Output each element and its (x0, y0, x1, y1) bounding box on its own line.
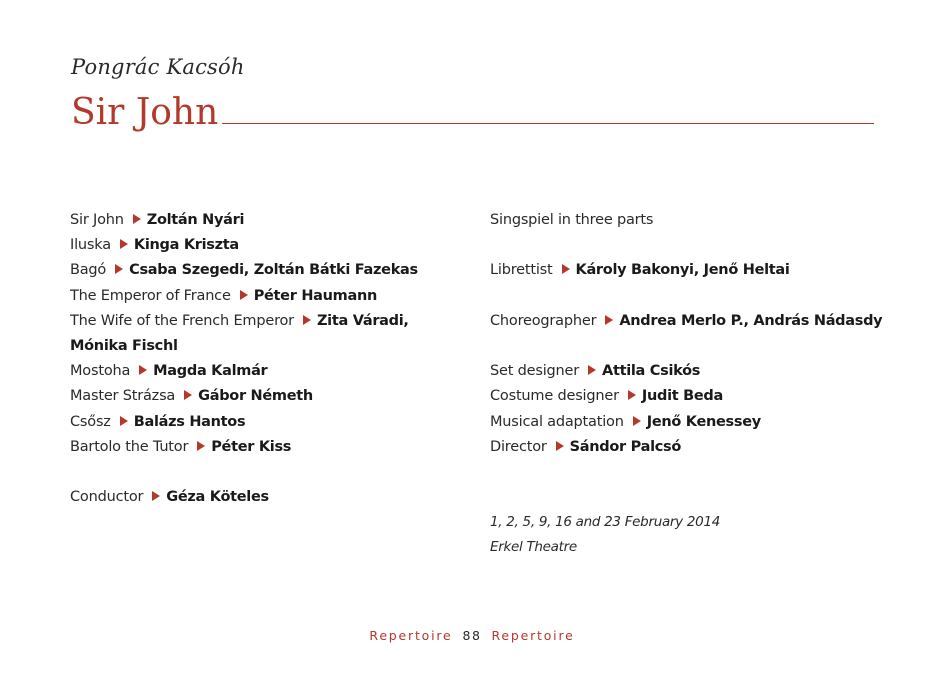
footer-section-label: Repertoire (369, 628, 453, 643)
role-label: Csősz (70, 413, 111, 430)
cast-row (70, 208, 470, 233)
credit-names: Judit Beda (641, 388, 723, 405)
title-row (71, 90, 874, 136)
performer-names: Péter Kiss (211, 438, 292, 455)
arrow-icon (120, 239, 128, 249)
footer-section-label: Repertoire (491, 628, 575, 643)
venue-line (490, 535, 910, 560)
page-title: Sir John (71, 92, 219, 133)
cast-row-continuation (70, 334, 470, 359)
arrow-icon (588, 365, 596, 375)
venue-text: Erkel Theatre (490, 539, 577, 556)
cast-row (70, 233, 470, 258)
role-label: Bartolo the Tutor (70, 438, 189, 455)
role-label: Sir John (70, 212, 124, 228)
role-label: Musical adaptation (490, 413, 624, 430)
spacer (490, 233, 910, 258)
cast-row (70, 309, 470, 334)
performer-names: Péter Haumann (253, 287, 377, 304)
arrow-icon (562, 264, 570, 274)
credit-row (490, 410, 910, 435)
composer-name: Pongrác Kacsóh (71, 55, 245, 79)
arrow-icon (303, 315, 311, 325)
credit-row (490, 309, 910, 334)
title-rule (222, 123, 874, 124)
arrow-icon (133, 214, 141, 224)
arrow-icon (633, 416, 641, 426)
credit-row (490, 258, 910, 283)
role-label: Choreographer (490, 312, 597, 329)
credit-row (490, 384, 910, 409)
performer-names: Balázs Hantos (133, 413, 246, 430)
role-label: Mostoha (70, 363, 131, 380)
performer-names: Zita Váradi, (316, 312, 409, 329)
spacer (490, 334, 910, 359)
cast-column (70, 208, 470, 510)
cast-row (70, 384, 470, 409)
spacer (490, 284, 910, 309)
arrow-icon (197, 441, 205, 451)
performer-names: Magda Kalmár (153, 363, 268, 380)
arrow-icon (628, 390, 636, 400)
role-label: The Wife of the French Emperor (70, 312, 294, 329)
credit-names: Attila Csikós (602, 363, 701, 380)
cast-row (70, 284, 470, 309)
arrow-icon (240, 290, 248, 300)
conductor-row (70, 485, 470, 510)
dates-text: 1, 2, 5, 9, 16 and 23 February 2014 (490, 514, 721, 531)
arrow-icon (184, 390, 192, 400)
role-label: Costume designer (490, 388, 619, 405)
role-label: Iluska (70, 237, 111, 254)
performer-names: Mónika Fischl (70, 337, 178, 354)
performer-names: Géza Köteles (166, 489, 269, 506)
performer-names: Csaba Szegedi, Zoltán Bátki Fazekas (129, 262, 418, 279)
credit-row (490, 435, 910, 460)
genre-text: Singspiel in three parts (490, 212, 654, 228)
arrow-icon (605, 315, 613, 325)
cast-row (70, 359, 470, 384)
role-label: Set designer (490, 363, 580, 380)
role-label: Director (490, 438, 547, 455)
arrow-icon (120, 416, 128, 426)
role-label: Librettist (490, 262, 553, 279)
cast-row (70, 410, 470, 435)
performer-names: Kinga Kriszta (133, 237, 239, 254)
role-label: Conductor (70, 489, 144, 506)
credit-names: Károly Bakonyi, Jenő Heltai (575, 262, 790, 279)
credit-row (490, 359, 910, 384)
genre-line (490, 208, 910, 233)
credit-names: Jenő Kenessey (646, 413, 761, 430)
spacer (70, 460, 470, 485)
arrow-icon (556, 441, 564, 451)
credits-column (490, 208, 910, 561)
performance-dates (490, 510, 910, 535)
cast-row (70, 435, 470, 460)
performer-names: Zoltán Nyári (146, 212, 245, 228)
arrow-icon (115, 264, 123, 274)
role-label: The Emperor of France (70, 287, 231, 304)
credit-names: Sándor Palcsó (569, 438, 682, 455)
performer-names: Gábor Németh (198, 388, 313, 405)
role-label: Bagó (70, 262, 107, 279)
spacer (490, 460, 910, 485)
arrow-icon (139, 365, 147, 375)
arrow-icon (152, 491, 160, 501)
credit-names: Andrea Merlo P., András Nádasdy (619, 312, 883, 329)
cast-row (70, 258, 470, 283)
page-number: 88 (462, 628, 482, 643)
spacer (490, 485, 910, 510)
page-footer (0, 628, 944, 643)
role-label: Master Strázsa (70, 388, 176, 405)
